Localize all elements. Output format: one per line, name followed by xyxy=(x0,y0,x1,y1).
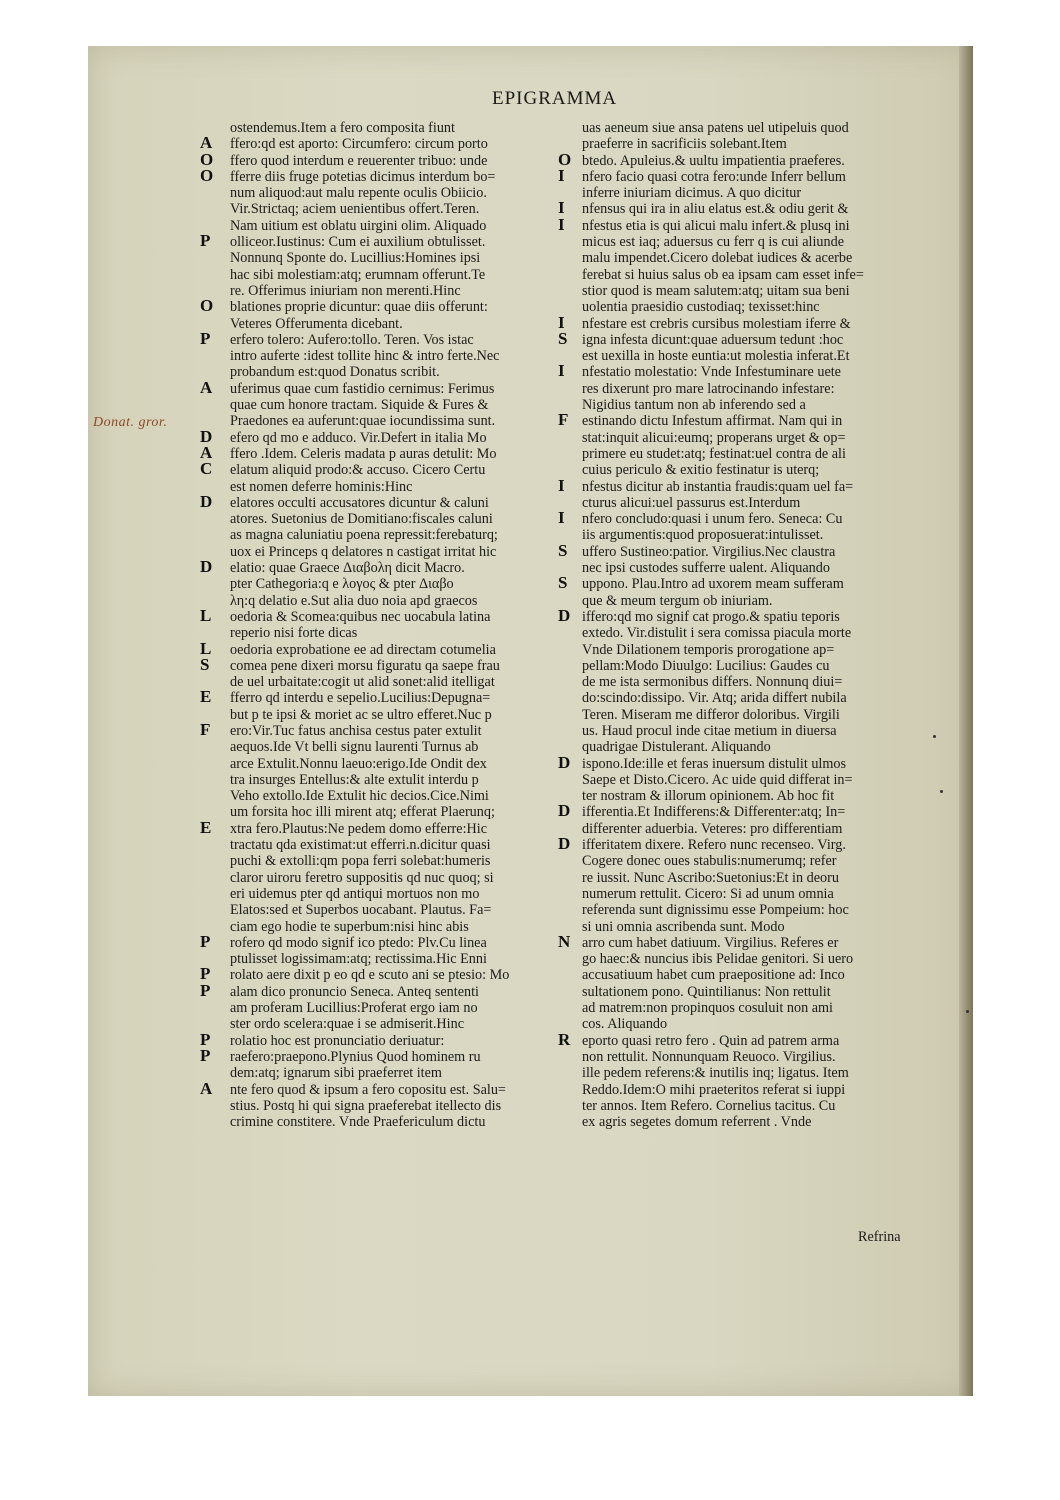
text-line xyxy=(560,1098,950,1114)
lemma-initial: I xyxy=(558,198,565,218)
line-text: estinando dictu Infestum affirmat. Nam qui in xyxy=(582,413,843,430)
text-line xyxy=(200,1065,575,1081)
text-line xyxy=(558,312,950,332)
text-line xyxy=(200,980,575,1000)
line-text: Vir.Strictaq; aciem uenientibus offert.Teren. xyxy=(230,201,480,218)
text-line xyxy=(200,214,575,234)
line-text: blationes proprie dicuntur: quae diis offerunt: xyxy=(230,299,488,316)
line-text: eri uidemus pter qd antiqui mortuos non mo xyxy=(230,885,480,902)
text-line xyxy=(200,674,575,690)
line-text: re iussit. Nunc Ascribo:Suetonius:Et in deoru xyxy=(582,869,839,886)
line-text: num aliquod:aut malu repente oculis Obiicio. xyxy=(230,185,487,202)
ink-speck xyxy=(966,1010,969,1013)
text-line xyxy=(560,120,950,136)
line-text: xtra fero.Plautus:Ne pedem domo efferre:Hic xyxy=(230,820,487,837)
text-line xyxy=(200,348,575,364)
line-text: quadrigae Distulerant. Aliquando xyxy=(582,739,771,756)
lemma-initial: R xyxy=(558,1029,571,1049)
text-line xyxy=(560,690,950,706)
text-line xyxy=(560,267,950,283)
line-text: quae cum honore tractam. Siquide & Fures & xyxy=(230,397,489,414)
line-text: atores. Suetonius de Domitiano:fiscales caluni xyxy=(230,511,493,528)
text-line xyxy=(560,250,950,266)
lemma-initial: S xyxy=(558,328,568,348)
lemma-initial: D xyxy=(200,557,213,577)
line-text: pter Cathegoria:q e λογος & pter Διαβο xyxy=(230,576,454,593)
line-text: inferre iniuriam dicimus. A quo dicitur xyxy=(582,185,802,202)
lemma-initial: P xyxy=(200,231,211,251)
line-text: uppono. Plau.Intro ad uxorem meam sufferam xyxy=(582,576,844,593)
lemma-initial: I xyxy=(558,165,565,185)
lemma-initial: D xyxy=(558,752,571,772)
line-text: est nomen deferre hominis:Hinc xyxy=(230,478,413,495)
text-line xyxy=(200,707,575,723)
text-line xyxy=(560,707,950,723)
line-text: uferimus quae cum fastidio cernimus: Ferimus xyxy=(230,380,495,397)
text-line xyxy=(200,1045,575,1065)
line-text: reperio nisi forte dicas xyxy=(230,625,358,642)
line-text: ter nostram & illorum opinionem. Ab hoc fit xyxy=(582,788,835,805)
line-text: Nam uitium est oblatu uirgini olim. Aliquado xyxy=(230,217,487,234)
text-line xyxy=(200,296,575,316)
text-line xyxy=(560,1082,950,1098)
text-line xyxy=(558,328,950,348)
line-text: btedo. Apuleius.& uultu impatientia praeferes. xyxy=(582,152,845,169)
lemma-initial: S xyxy=(200,654,210,674)
text-line xyxy=(200,459,575,479)
text-line xyxy=(560,870,950,886)
line-text: ciam ego hodie te superbum:nisi hinc abis xyxy=(230,918,469,935)
lemma-initial: O xyxy=(200,149,214,169)
line-text: rolatio hoc est pronunciatio deriuatur: xyxy=(230,1032,445,1049)
text-line xyxy=(558,214,950,234)
text-line xyxy=(200,605,575,625)
line-text: re. Offerimus iniuriam non merenti.Hinc xyxy=(230,282,461,299)
lemma-initial: D xyxy=(558,834,571,854)
line-text: us. Haud procul inde citae metium in diuersa xyxy=(582,722,837,739)
lemma-initial: D xyxy=(200,426,213,446)
line-text: pellam:Modo Diuulgo: Lucilius: Gaudes cu xyxy=(582,657,830,674)
lemma-initial: P xyxy=(200,931,211,951)
lemma-initial: D xyxy=(558,605,571,625)
lemma-initial: C xyxy=(200,459,213,479)
line-text: stior quod is meam salutem:atq; uitam sua beni xyxy=(582,282,850,299)
line-text: oedoria & Scomea:quibus nec uocabula latina xyxy=(230,608,491,625)
lemma-initial: I xyxy=(558,214,565,234)
text-line xyxy=(560,772,950,788)
line-text: uolentia praesidio custodiaq; texisset:hinc xyxy=(582,299,820,316)
line-text: differenter aduerbia. Veteres: pro differentiam xyxy=(582,820,843,837)
left-text-column xyxy=(200,120,575,1130)
text-line xyxy=(200,951,575,967)
text-line xyxy=(200,853,575,869)
line-text: ifferitatem dixere. Refero nunc recenseo. Virg. xyxy=(582,837,846,854)
line-text: Vnde Dilationem temporis prorogatione ap= xyxy=(582,641,835,658)
line-text: aequos.Ide Vt belli signu laurenti Turnus ab xyxy=(230,739,479,756)
lemma-initial: A xyxy=(200,442,213,462)
line-text: nte fero quod & ipsum a fero copositu est. Salu= xyxy=(230,1081,506,1098)
text-line xyxy=(560,642,950,658)
line-text: nfestare est crebris cursibus molestiam iferre & xyxy=(582,315,851,332)
text-line xyxy=(560,299,950,315)
lemma-initial: L xyxy=(200,638,212,658)
lemma-initial: O xyxy=(558,149,572,169)
line-text: est uexilla in hoste euntia:ut molestia inferat.Et xyxy=(582,348,850,365)
text-line xyxy=(560,902,950,918)
right-text-column xyxy=(560,120,950,1130)
text-line xyxy=(200,508,575,528)
lemma-initial: P xyxy=(200,328,211,348)
text-line xyxy=(560,593,950,609)
text-line xyxy=(560,527,950,543)
line-text: ille pedem referens:& inutilis inq; ligatus. Item xyxy=(582,1065,849,1082)
text-line xyxy=(200,834,575,854)
line-text: ffero:qd est aporto: Circumfero: circum porto xyxy=(230,136,488,153)
line-text: um forsita hoc illi mirent atq; efferat Plaerunq; xyxy=(230,804,495,821)
text-line xyxy=(560,1065,950,1081)
text-line xyxy=(560,1114,950,1130)
text-line xyxy=(560,234,950,250)
text-line xyxy=(200,328,575,348)
text-line xyxy=(560,462,950,478)
text-line xyxy=(200,267,575,283)
line-text: Veteres Offerumenta dicebant. xyxy=(230,315,403,332)
text-line xyxy=(558,410,950,430)
text-line xyxy=(200,231,575,251)
line-text: nec ipsi custodes sufferre ualent. Aliquando xyxy=(582,560,830,577)
text-line xyxy=(200,638,575,658)
text-line xyxy=(558,540,950,560)
text-line xyxy=(560,853,950,869)
text-line xyxy=(200,133,575,153)
lemma-initial: F xyxy=(558,410,569,430)
text-line xyxy=(200,397,575,413)
line-text: ad matrem:non propinquos cosuluit non ami xyxy=(582,1000,834,1017)
text-line xyxy=(558,752,950,772)
lemma-initial: O xyxy=(200,296,214,316)
line-text: as magna caluniatiu poena repressit:ferebaturq; xyxy=(230,527,498,544)
line-text: micus est iaq; aduersus cu ferr q is cui aliunde xyxy=(582,234,844,251)
text-line xyxy=(558,573,950,593)
text-line xyxy=(200,410,575,430)
line-text: do:scindo:dissipo. Vir. Atq; arida differt nubila xyxy=(582,690,847,707)
line-text: hac sibi molestiam:atq; erumnam offerunt.Te xyxy=(230,266,486,283)
line-text: alam dico pronuncio Seneca. Anteq sententi xyxy=(230,983,479,1000)
text-line xyxy=(200,719,575,739)
line-text: cturus alicui:uel passurus est.Interdum xyxy=(582,494,801,511)
line-text: non rettulit. Nonnunquam Reuoco. Virgilius. xyxy=(582,1048,836,1065)
text-line xyxy=(200,442,575,462)
line-text: elatio: quae Graece Διαβολη dicit Macro. xyxy=(230,560,465,577)
text-line xyxy=(200,593,575,609)
line-text: nfero concludo:quasi i unum fero. Seneca: Cu xyxy=(582,511,843,528)
line-text: raefero:praepono.Plynius Quod hominem ru xyxy=(230,1048,481,1065)
lemma-initial: L xyxy=(200,605,212,625)
line-text: fferro qd interdu e sepelio.Lucilius:Depugna= xyxy=(230,690,491,707)
text-line xyxy=(560,348,950,364)
text-line xyxy=(200,185,575,201)
text-line xyxy=(200,902,575,918)
line-text: tractatu qda existimat:ut efferri.n.dicitur quasi xyxy=(230,837,491,854)
line-text: efero qd mo e adduco. Vir.Defert in italia Mo xyxy=(230,429,487,446)
text-line xyxy=(200,361,575,381)
text-line xyxy=(560,1016,950,1032)
lemma-initial: I xyxy=(558,312,565,332)
text-line xyxy=(200,250,575,266)
text-line xyxy=(200,475,575,495)
lemma-initial: N xyxy=(558,931,571,951)
text-line xyxy=(560,951,950,967)
line-text: igna infesta dicunt:quae aduersum tedunt :hoc xyxy=(582,331,844,348)
line-text: Cogere donec oues stabulis:numerumq; refer xyxy=(582,853,837,870)
line-text: olliceor.Iustinus: Cum ei auxilium obtulisset. xyxy=(230,234,486,251)
text-line xyxy=(560,430,950,446)
line-text: dem:atq; ignarum sibi praeferret item xyxy=(230,1065,442,1082)
text-line xyxy=(560,381,950,397)
line-text: ffero quod interdum e reuerenter tribuo: unde xyxy=(230,152,488,169)
lemma-initial: P xyxy=(200,980,211,1000)
line-text: Praedones ea auferunt:quae iocundissima sunt. xyxy=(230,413,496,430)
text-line xyxy=(558,605,950,625)
line-text: uas aeneum siue ansa patens uel utipeluis quod xyxy=(582,120,849,136)
text-line xyxy=(200,198,575,218)
text-line xyxy=(200,1098,575,1114)
text-line xyxy=(560,560,950,576)
line-text: de me ista sermonibus differs. Nonnunq diui= xyxy=(582,674,843,691)
lemma-initial: I xyxy=(558,361,565,381)
text-line xyxy=(558,1029,950,1049)
lemma-initial: P xyxy=(200,1029,211,1049)
line-text: primere eu studet:atq; festinat:uel contra de ali xyxy=(582,445,846,462)
line-text: cuius periculo & exitio festinatur is uterq; xyxy=(582,462,820,479)
text-line xyxy=(558,475,950,495)
text-line xyxy=(560,625,950,641)
text-line xyxy=(200,625,575,641)
line-text: nfestus etia is qui alicui malu infert.& plusq ini xyxy=(582,217,850,234)
text-line xyxy=(558,149,950,169)
text-line xyxy=(200,573,575,593)
line-text: erfero tolero: Aufero:tollo. Teren. Vos istac xyxy=(230,331,474,348)
line-text: ferebat si huius salus ob ea ipsam cam esset infe= xyxy=(582,266,864,283)
line-text: ffero .Idem. Celeris madata p auras detulit: Mo xyxy=(230,445,497,462)
lemma-initial: P xyxy=(200,964,211,984)
line-text: extedo. Vir.distulit i sera comissa piacula morte xyxy=(582,625,852,642)
text-line xyxy=(558,834,950,854)
text-line xyxy=(558,361,950,381)
text-line xyxy=(200,752,575,772)
line-text: go haec:& nuncius ibis Pelidae genitori. Si uero xyxy=(582,951,854,968)
ink-speck xyxy=(940,790,943,793)
line-text: uffero Sustineo:patior. Virgilius.Nec claustra xyxy=(582,543,836,560)
text-line xyxy=(558,198,950,218)
text-line xyxy=(200,687,575,707)
line-text: Elatos:sed et Superbos uocabant. Plautus. Fa= xyxy=(230,902,492,919)
line-text: sultationem pono. Quintilianus: Non rettulit xyxy=(582,983,831,1000)
text-line xyxy=(200,149,575,169)
line-text: Veho extollo.Ide Extulit hic decios.Cice.Nimi xyxy=(230,788,489,805)
text-line xyxy=(560,674,950,690)
text-line xyxy=(200,1029,575,1049)
marginal-annotation: Donat. gror. xyxy=(93,415,168,430)
text-line xyxy=(200,527,575,543)
lemma-initial: E xyxy=(200,817,212,837)
lemma-initial: F xyxy=(200,719,211,739)
line-text: elatum aliquid prodo:& accuso. Cicero Certu xyxy=(230,462,486,479)
lemma-initial: P xyxy=(200,1045,211,1065)
line-text: fferre diis fruge potetias dicimus interdum bo= xyxy=(230,168,496,185)
text-line xyxy=(200,870,575,886)
text-line xyxy=(560,495,950,511)
lemma-initial: I xyxy=(558,508,565,528)
line-text: que & meum tergum ob iniuriam. xyxy=(582,592,773,609)
lemma-initial: E xyxy=(200,687,212,707)
line-text: ex agris segetes domum referrent . Vnde xyxy=(582,1114,812,1131)
text-line xyxy=(200,1000,575,1016)
text-line xyxy=(200,165,575,185)
line-text: rolato aere dixit p eo qd e scuto ani se ptesio: Mo xyxy=(230,967,510,984)
text-line xyxy=(200,886,575,902)
line-text: nfensus qui ira in aliu elatus est.& odiu gerit & xyxy=(582,201,849,218)
text-line xyxy=(200,426,575,446)
text-line xyxy=(560,446,950,462)
line-text: stius. Postq hi qui signa praeferebat itellecto dis xyxy=(230,1097,502,1114)
text-line xyxy=(560,658,950,674)
line-text: comea pene dixeri morsu figuratu qa saepe frau xyxy=(230,657,500,674)
ink-speck xyxy=(933,735,936,738)
text-line xyxy=(200,377,575,397)
line-text: arce Extulit.Nonnu laeuo:erigo.Ide Ondit dex xyxy=(230,755,487,772)
line-text: arro cum habet datiuum. Virgilius. Referes er xyxy=(582,934,839,951)
text-line xyxy=(560,136,950,152)
text-line xyxy=(558,931,950,951)
line-text: cos. Aliquando xyxy=(582,1016,668,1033)
line-text: ptulisset logissimam:atq; rectissima.Hic Enni xyxy=(230,951,487,968)
text-line xyxy=(560,739,950,755)
line-text: ostendemus.Item a fero composita fiunt xyxy=(230,120,455,136)
text-line xyxy=(558,165,950,185)
text-line xyxy=(200,772,575,788)
lemma-initial: O xyxy=(200,165,214,185)
line-text: ter annos. Item Refero. Cornelius tacitus. Cu xyxy=(582,1097,836,1114)
text-line xyxy=(560,1000,950,1016)
line-text: crimine constitere. Vnde Praefericulum dictu xyxy=(230,1114,486,1131)
line-text: iis argumentis:quod proposuerat:intulisset. xyxy=(582,527,824,544)
line-text: rofero qd modo signif ico ptedo: Plv.Cu linea xyxy=(230,934,487,951)
line-text: intro auferte :idest tollite hinc & intro ferte.Nec xyxy=(230,348,500,365)
text-line xyxy=(200,801,575,821)
line-text: de uel urbaitate:cogit ut alid sonet:alid itelligat xyxy=(230,674,495,691)
line-text: nfestatio molestatio: Vnde Infestuminare uete xyxy=(582,364,841,381)
text-line xyxy=(560,397,950,413)
line-text: accusatiuum habet cum praepositione ad: Inco xyxy=(582,967,845,984)
text-line xyxy=(560,723,950,739)
line-text: am proferam Lucillius:Proferat ergo iam no xyxy=(230,1000,478,1017)
text-line xyxy=(558,801,950,821)
line-text: Teren. Miseram me differor doloribus. Virgili xyxy=(582,706,840,723)
text-line xyxy=(200,120,575,136)
lemma-initial: A xyxy=(200,133,213,153)
text-line xyxy=(200,283,575,299)
text-line xyxy=(200,788,575,804)
lemma-initial: A xyxy=(200,377,213,397)
text-line xyxy=(560,185,950,201)
line-text: numerum rettulit. Cicero: Si ad unum omnia xyxy=(582,885,834,902)
text-line xyxy=(200,739,575,755)
lemma-initial: A xyxy=(200,1078,213,1098)
text-line xyxy=(200,817,575,837)
text-line xyxy=(560,1049,950,1065)
line-text: uox ei Princeps q delatores n castigat irritat hic xyxy=(230,543,497,560)
line-text: puchi & extolli:qm popa ferri solebat:humeris xyxy=(230,853,491,870)
text-line xyxy=(200,1016,575,1032)
line-text: ero:Vir.Tuc fatus anchisa cestus pater extulit xyxy=(230,722,482,739)
page-edge xyxy=(959,46,973,1396)
line-text: probandum est:quod Donatus scribit. xyxy=(230,364,440,381)
text-line xyxy=(200,964,575,984)
text-line xyxy=(560,886,950,902)
line-text: nfero facio quasi cotra fero:unde Inferr bellum xyxy=(582,168,846,185)
lemma-initial: D xyxy=(200,491,213,511)
line-text: malu impendet.Cicero dolebat iudices & acerbe xyxy=(582,250,853,267)
line-text: but p te ipsi & moriet ac se ultro efferet.Nuc p xyxy=(230,706,492,723)
lemma-initial: S xyxy=(558,540,568,560)
text-line xyxy=(560,919,950,935)
line-text: si uni omnia ascribenda sunt. Modo xyxy=(582,918,785,935)
line-text: claror uiroru feretro suppositis qd nuc quoq; si xyxy=(230,869,494,886)
line-text: Saepe et Disto.Cicero. Ac uide quid differat in= xyxy=(582,771,853,788)
line-text: ispono.Ide:ille et feras inuersum distulit ulmos xyxy=(582,755,847,772)
line-text: oedoria exprobatione ee ad directam cotumelia xyxy=(230,641,496,658)
line-text: Nigidius tantum non ab inferendo sed a xyxy=(582,397,806,414)
line-text: res dixerunt pro mare latrocinando infestare: xyxy=(582,380,835,397)
line-text: stat:inquit alicui:eumq; properans urget & op= xyxy=(582,429,846,446)
text-line xyxy=(200,540,575,560)
catchword: Refrina xyxy=(858,1229,901,1245)
text-line xyxy=(560,283,950,299)
lemma-initial: I xyxy=(558,475,565,495)
text-line xyxy=(200,312,575,332)
text-line xyxy=(560,821,950,837)
running-head: EPIGRAMMA xyxy=(492,88,618,109)
text-line xyxy=(558,508,950,528)
text-line xyxy=(560,984,950,1000)
line-text: Reddo.Idem:O mihi praeteritos referat si iuppi xyxy=(582,1081,846,1098)
lemma-initial: D xyxy=(558,801,571,821)
line-text: praeferre in sacrificiis solebant.Item xyxy=(582,136,787,153)
line-text: iffero:qd mo signif cat progo.& spatiu teporis xyxy=(582,608,840,625)
text-line xyxy=(560,788,950,804)
line-text: Nonnunq Sponte do. Lucillius:Homines ipsi xyxy=(230,250,481,267)
line-text: elatores occulti accusatores dicuntur & caluni xyxy=(230,494,489,511)
text-line xyxy=(200,1114,575,1130)
text-line xyxy=(200,654,575,674)
line-text: ster ordo scelera:quae i se admiserit.Hinc xyxy=(230,1016,465,1033)
text-line xyxy=(200,1078,575,1098)
lemma-initial: S xyxy=(558,573,568,593)
text-line xyxy=(200,557,575,577)
line-text: nfestus dicitur ab instantia fraudis:quam uel fa= xyxy=(582,478,854,495)
text-line xyxy=(200,931,575,951)
line-text: λη:q delatio e.Sut alia duo noia apd graecos xyxy=(230,592,478,609)
text-line xyxy=(200,491,575,511)
line-text: eporto quasi retro fero . Quin ad patrem arma xyxy=(582,1032,840,1049)
line-text: ifferentia.Et Indifferens:& Differenter:atq; In= xyxy=(582,804,846,821)
text-line xyxy=(560,967,950,983)
text-line xyxy=(200,919,575,935)
line-text: tra insurges Entellus:& alte extulit interdu p xyxy=(230,771,479,788)
line-text: referenda sunt dignissimu esse Pompeium: hoc xyxy=(582,902,849,919)
